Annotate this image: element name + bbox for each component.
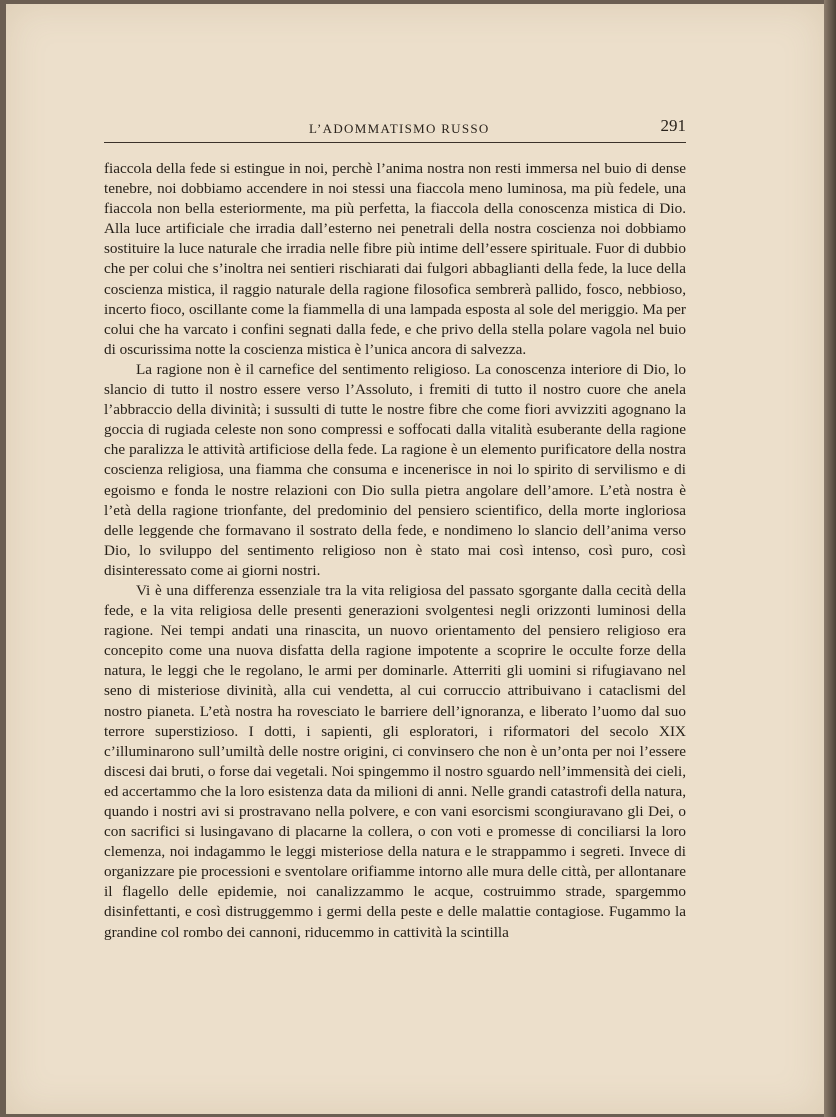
page-number: 291: [660, 116, 686, 135]
book-page: [6, 4, 824, 1114]
page-header: [104, 116, 686, 143]
running-title: L’ADOMMATISMO RUSSO: [309, 121, 490, 136]
paragraph: fiaccola della fede si estingue in noi, perchè l’anima nostra non resti immersa nel buio di dense tenebre, noi dobbiamo accendere in noi stessi una fiaccola meno luminosa, ma più fedele, una fiaccola non bella esteriormente, ma più perfetta, la fiaccola della conoscenza mistica di Dio. Alla luce artificiale che irradia dall’esterno nei penetrali della nostra coscienza noi dobbiamo sostituire la luce naturale che irradia nelle fibre più intime dell’essere spirituale. Fuor di dubbio che per colui che s’inoltra nei sentieri rischiarati dai fulgori abbaglianti della fede, la luce della coscienza mistica, il raggio naturale della ragione filosofica sembrerà pallido, fosco, nebbioso, incerto fioco, oscillante come la fiammella di una lampada esposta al sole del meriggio. Ma per colui che ha varcato i confini segnati dalla fede, e che privo della stella polare vagola nel buio di oscurissima notte la coscienza mistica è l’unica ancora di salvezza.: [104, 160, 686, 358]
paragraph: Vi è una differenza essenziale tra la vita religiosa del passato sgorgante dalla cecità della fede, e la vita religiosa delle presenti generazioni svolgentesi negli orizzonti luminosi della ragione. Nei tempi andati una rinascita, un nuovo orientamento del pensiero religioso era concepito come una nuova disfatta della ragione impotente a scoprire le occulte forze della natura, le leggi che le regolano, le armi per dominarle. Atterriti gli uomini si rifugiavano nel seno di misteriose divinità, alla cui vendetta, al cui corruccio attribuivano i cataclismi del nostro pianeta. L’età nostra ha rovesciato le barriere dell’ignoranza, e liberato l’uomo dal suo terrore superstizioso. I dotti, i sapienti, gli esploratori, i riformatori del secolo XIX c’illuminarono sull’umiltà delle nostre origini, ci convinsero che non è un’onta per noi l’essere discesi dai bruti, o forse dai vegetali. Noi spingemmo il nostro sguardo nell’immensità dei cieli, ed accertammo che la loro esistenza data da milioni di anni. Nelle grandi catastrofi della natura, quando i nostri avi si prostravano nella polvere, e con vani esorcismi scongiuravano gli Dei, o con sacrifici si lusingavano di placarne la collera, o con voti e promesse di conciliarsi la loro clemenza, noi indagammo le leggi misteriose della natura e le strappammo i segreti. Invece di organizzare pie processioni e sventolare orifiamme intorno alle mura delle città, per allontanare il flagello delle epidemie, noi canalizzammo le acque, costruimmo strade, spargemmo disinfettanti, e così distruggemmo i germi della peste e delle malattie contagiose. Fugammo la grandine col rombo dei cannoni, riducemmo in cattività la scintilla: [104, 581, 686, 941]
page-edge: [824, 0, 836, 1117]
paragraph: La ragione non è il carnefice del sentimento religioso. La conoscenza interiore di Dio, lo slancio di tutto il nostro essere verso l’Assoluto, i fremiti di tutto il nostro cuore che anela l’abbraccio della divinità; i sussulti di tutte le nostre fibre che come fiori avvizziti agognano la goccia di rugiada celeste non sono compressi e soffocati dalla vitalità esuberante della ragione che paralizza le attività artificiose della fede. La ragione è un elemento purificatore della nostra coscienza religiosa, una fiamma che consuma e incenerisce in noi lo spirito di servilismo e di egoismo e fonda le nostre relazioni con Dio sulla pietra angolare dell’amore. L’età nostra è l’età della ragione trionfante, del predominio del pensiero scientifico, della morte ingloriosa delle leggende che formavano il sostrato della fede, e nondimeno lo slancio dell’anima verso Dio, lo sviluppo del sentimento religioso non è stato mai così intenso, così puro, così disinteressato come ai giorni nostri.: [104, 360, 686, 579]
body-text: [104, 159, 686, 943]
